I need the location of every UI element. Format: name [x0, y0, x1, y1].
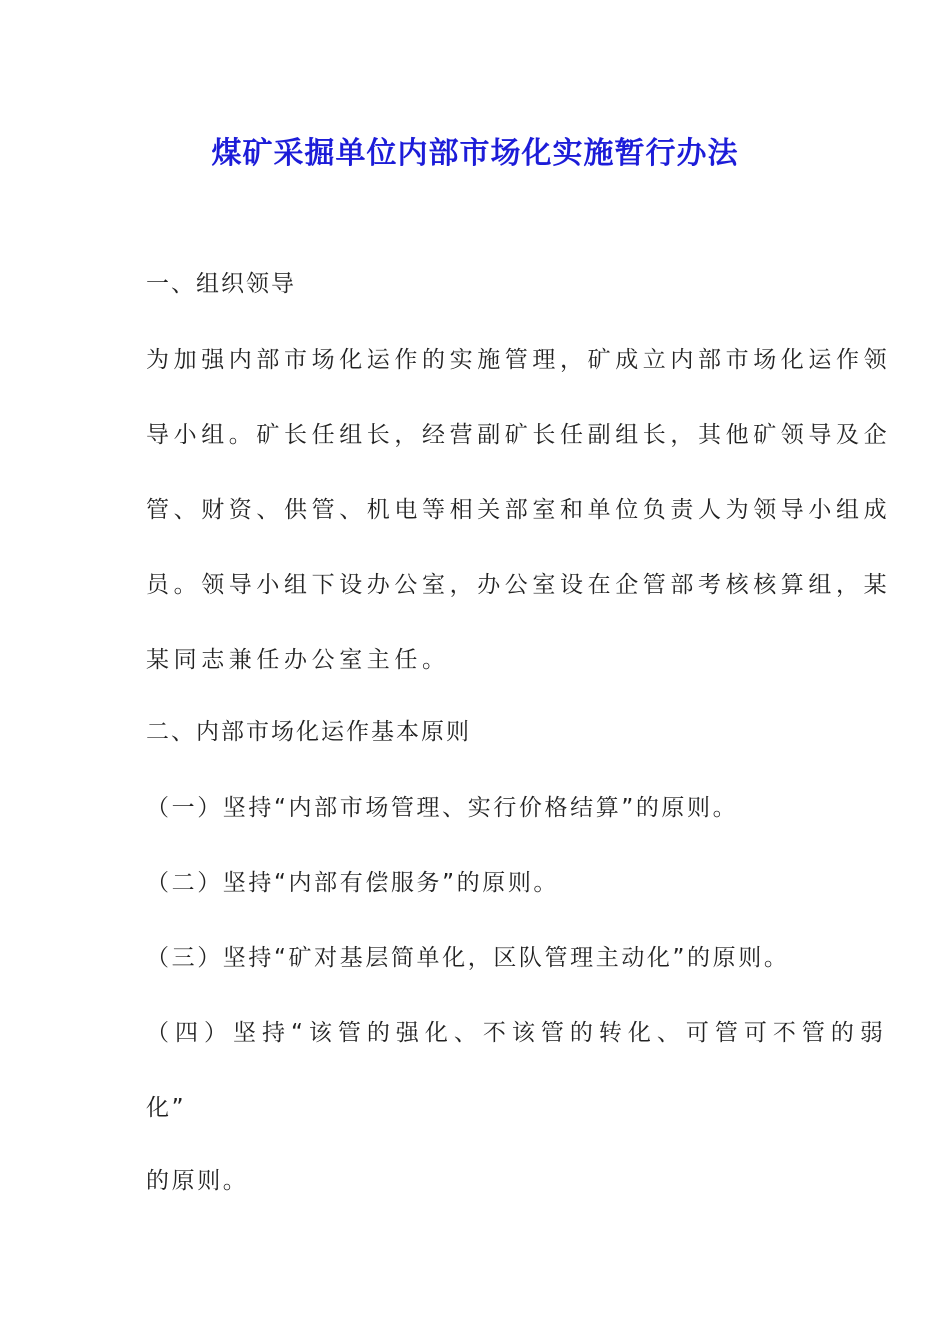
principle-item: （四）坚持“该管的强化、不该管的转化、可管可不管的弱: [146, 1020, 889, 1046]
paragraph-line: 某同志兼任办公室主任。: [146, 647, 450, 673]
principle-item-continuation: 的原则。: [146, 1168, 249, 1194]
section-heading-principles: 二、内部市场化运作基本原则: [146, 719, 471, 745]
document-title: 煤矿采掘单位内部市场化实施暂行办法: [211, 136, 739, 171]
paragraph-line: 管、财资、供管、机电等相关部室和单位负责人为领导小组成: [146, 497, 892, 523]
paragraph-line: 为加强内部市场化运作的实施管理，矿成立内部市场化运作领: [146, 347, 892, 373]
section-heading-organization: 一、组织领导: [146, 271, 296, 297]
principle-item: （三）坚持“矿对基层简单化，区队管理主动化”的原则。: [146, 945, 790, 971]
principle-item-continuation: 化”: [146, 1095, 187, 1121]
principle-item: （二）坚持“内部有偿服务”的原则。: [146, 870, 560, 896]
paragraph-line: 导小组。矿长任组长，经营副矿长任副组长，其他矿领导及企: [146, 422, 892, 448]
paragraph-line: 员。领导小组下设办公室，办公室设在企管部考核核算组，某: [146, 572, 892, 598]
principle-item: （一）坚持“内部市场管理、实行价格结算”的原则。: [146, 795, 739, 821]
